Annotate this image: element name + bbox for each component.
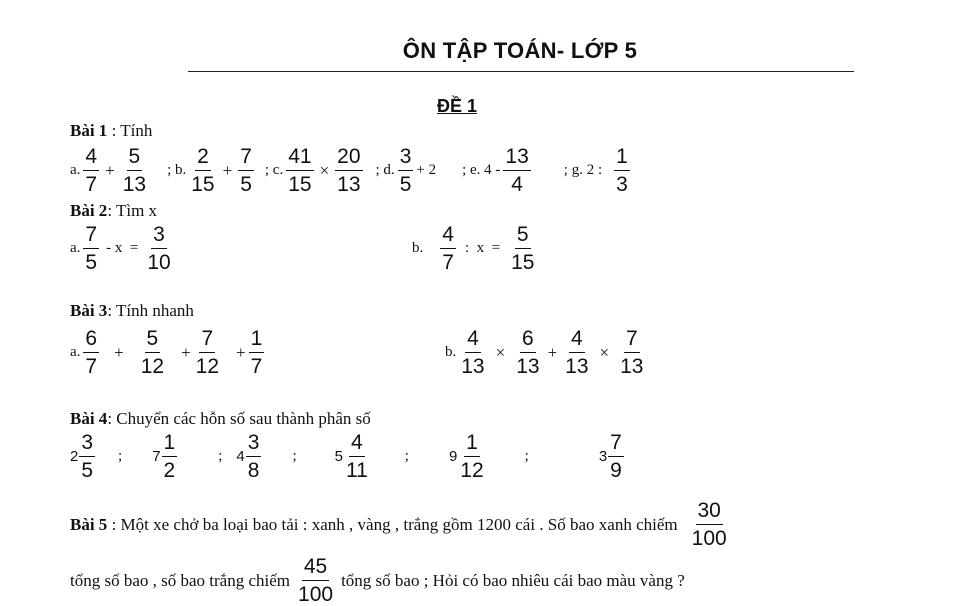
fraction: $\frac{20}{13}$ (337, 145, 361, 196)
fraction: $\frac{5}{15}$ (511, 223, 535, 274)
fraction: $\frac{4}{7}$ (442, 223, 454, 274)
bai1-c-prefix: ; c. (264, 162, 284, 178)
bai2-label: Bài 2 (70, 201, 108, 220)
fraction: $\frac{7}{5}$ (240, 145, 252, 196)
page-title: ÔN TẬP TOÁN- LỚP 5 (402, 38, 638, 63)
bai2-b: b. $\frac{4}{7}$ : x = $\frac{5}{15}$ (412, 223, 535, 274)
fraction: $\frac{2}{15}$ (191, 145, 215, 196)
fraction: $\frac{3}{5}$ (399, 145, 412, 196)
bai4-text: : Chuyển các hỗn số sau thành phân số (107, 409, 371, 428)
fraction: $\frac{3}{5}$ (81, 431, 94, 482)
bai1-d-prefix: ; d. (375, 162, 395, 178)
bai5-line-1: Bài 5 : Một xe chở ba loại bao tải : xanh , vàng , trắng gồm 1200 cái . Số bao xanh chiếm $\frac{30}{100}$ (70, 499, 727, 550)
fraction: $\frac{41}{15}$ (288, 145, 312, 196)
fraction: $\frac{3}{8}$ (247, 431, 260, 482)
fraction: $\frac{13}{4}$ (505, 145, 529, 196)
fraction: $\frac{7}{12}$ (195, 327, 220, 378)
bai1-a-prefix: a. (70, 162, 81, 178)
fraction: $\frac{7}{13}$ (620, 327, 644, 378)
bai5-line-2: tổng số bao , số bao trắng chiếm $\frac{45}{100}$ tổng số bao ; Hỏi có bao nhiêu cái bao màu vàng ? (70, 555, 685, 606)
bai3-text: : Tính nhanh (107, 301, 194, 320)
bai3-label: Bài 3 (70, 301, 108, 320)
fraction: $\frac{1}{12}$ (460, 431, 484, 482)
bai1-e-prefix: ; e. 4 - (462, 162, 501, 178)
fraction: $\frac{5}{13}$ (122, 145, 147, 196)
fraction: $\frac{4}{11}$ (345, 431, 368, 482)
fraction: $\frac{4}{7}$ (85, 145, 98, 196)
bai5-label: Bài 5 (70, 514, 108, 534)
fraction: $\frac{6}{7}$ (85, 327, 98, 378)
fraction: $\frac{45}{100}$ (298, 555, 334, 606)
bai1-g-prefix: ; g. 2 : (563, 162, 603, 178)
bai1-b-prefix: ; b. (167, 162, 187, 178)
bai3-a: a. $\frac{6}{7}$ + $\frac{5}{12}$ + $\frac{7}{12}$ + $\frac{1}{7}$ (70, 327, 263, 378)
fraction: $\frac{1}{2}$ (163, 431, 176, 482)
bai4-mixed-numbers: 2 $\frac{3}{5}$ ; 7 $\frac{1}{2}$ ; 4 $\frac{3}{8}$ ; 5 $\frac{4}{11}$ ; 9 $\frac{1}{12}$ ; 3 $\frac{7}{9}$ (70, 431, 622, 482)
bai1-text: : Tính (107, 121, 153, 140)
bai2-heading (70, 201, 157, 221)
bai1-expressions: a. $\frac{4}{7}$ + $\frac{5}{13}$ ; b. $\frac{2}{15}$ + $\frac{7}{5}$ ; c. $\frac{41}{15}$ × $\frac{20}{13}$ ; d. $\frac{3}{5}$ + 2 ; e. 4 - $\frac{13}{4}$ ; g. 2 : $\frac{1}{3}$ (70, 145, 628, 196)
bai1-label: Bài 1 (70, 121, 108, 140)
bai1-heading (70, 121, 152, 141)
exam-number: ĐỀ 1 (437, 96, 478, 116)
fraction: $\frac{4}{13}$ (565, 327, 589, 378)
bai3-heading (70, 301, 194, 321)
fraction: $\frac{30}{100}$ (691, 499, 727, 550)
fraction: $\frac{7}{5}$ (85, 223, 98, 274)
fraction: $\frac{3}{10}$ (147, 223, 171, 274)
fraction: $\frac{1}{3}$ (616, 145, 628, 196)
bai4-label: Bài 4 (70, 409, 108, 428)
bai2-text: : Tìm x (107, 201, 158, 220)
fraction: $\frac{6}{13}$ (516, 327, 540, 378)
fraction: $\frac{5}{12}$ (140, 327, 165, 378)
fraction: $\frac{4}{13}$ (461, 327, 485, 378)
title-divider (188, 71, 854, 72)
bai4-heading (70, 409, 371, 429)
fraction: $\frac{1}{7}$ (250, 327, 263, 378)
bai2-a: a. $\frac{7}{5}$ - x = $\frac{3}{10}$ (70, 223, 171, 274)
fraction: $\frac{7}{9}$ (610, 431, 622, 482)
bai3-b: b. $\frac{4}{13}$ × $\frac{6}{13}$ + $\frac{4}{13}$ × $\frac{7}{13}$ (445, 327, 644, 378)
